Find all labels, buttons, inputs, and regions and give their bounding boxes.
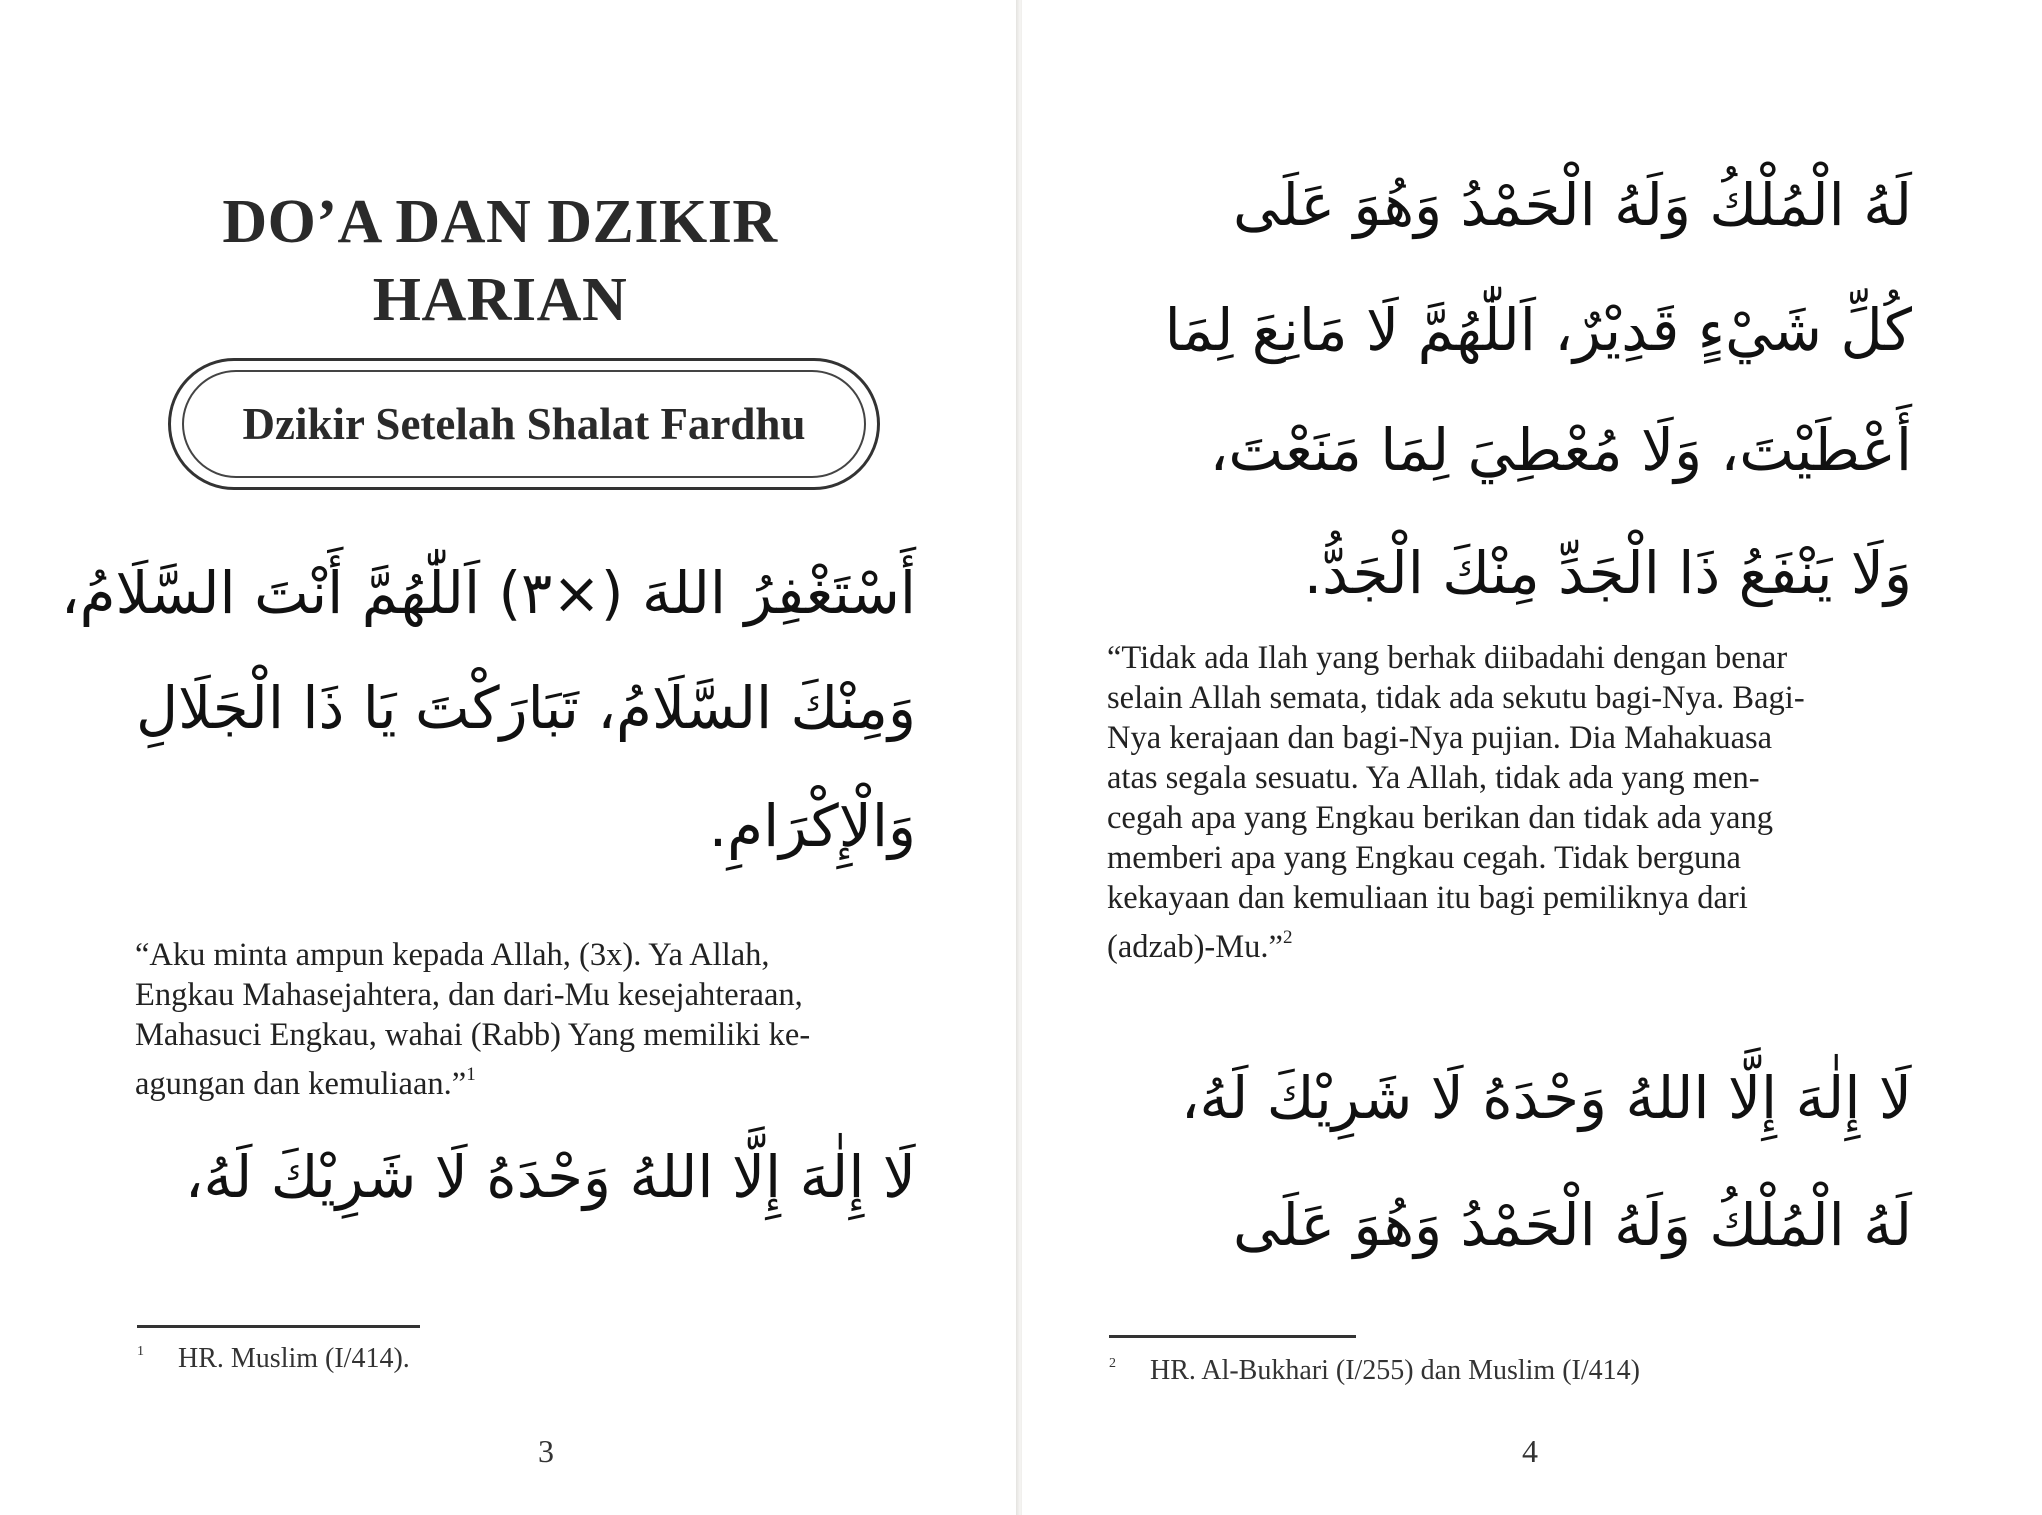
translation-line: cegah apa yang Engkau berikan dan tidak ada yang	[1107, 800, 1773, 836]
translation-line: agungan dan kemuliaan.”	[135, 1066, 467, 1102]
footnote	[137, 1343, 410, 1375]
page-number: 4	[1522, 1433, 1538, 1469]
translation-paragraph	[135, 935, 916, 1104]
arabic-line-1: لَهُ الْمُلْكُ وَلَهُ الْحَمْدُ وَهُوَ عَلَى	[1232, 171, 1912, 239]
left-page	[0, 0, 1018, 1515]
footnote-text: HR. Al-Bukhari (I/255) dan Muslim (I/414)	[1150, 1355, 1640, 1386]
translation-line: atas segala sesuatu. Ya Allah, tidak ada yang men-	[1107, 760, 1760, 796]
chapter-title-line-1: DO’A DAN DZIKIR	[222, 188, 778, 256]
translation-line: memberi apa yang Engkau cegah. Tidak berguna	[1107, 840, 1741, 876]
right-page	[1022, 0, 2042, 1515]
section-heading-inner-frame	[182, 370, 866, 478]
arabic-line-4: وَلَا يَنْفَعُ ذَا الْجَدِّ مِنْكَ الْجَدُّ.	[1303, 539, 1912, 607]
arabic-line-2: كُلِّ شَيْءٍ قَدِيْرٌ، اَللّٰهُمَّ لَا مَانِعَ لِمَا	[1164, 296, 1912, 364]
footnote-divider	[137, 1325, 420, 1328]
footnote	[1109, 1355, 1640, 1387]
translation-line: Nya kerajaan dan bagi-Nya pujian. Dia Mahakuasa	[1107, 720, 1773, 756]
footnote-reference: 2	[1282, 927, 1293, 948]
translation-line: (adzab)-Mu.”	[1107, 929, 1283, 965]
chapter-title-line-2: HARIAN	[372, 266, 628, 334]
arabic-line-6: لَهُ الْمُلْكُ وَلَهُ الْحَمْدُ وَهُوَ عَلَى	[1232, 1191, 1912, 1259]
arabic-line-1: أَسْتَغْفِرُ اللهَ (×٣) اَللّٰهُمَّ أَنْتَ السَّلَامُ،	[60, 559, 916, 627]
translation-line: “Aku minta ampun kepada Allah, (3x). Ya Allah,	[135, 937, 770, 973]
arabic-line-4: لَا إِلٰهَ إِلَّا اللهُ وَحْدَهُ لَا شَرِيْكَ لَهُ،	[184, 1143, 916, 1211]
chapter-title	[150, 183, 850, 339]
translation-line-last	[135, 1055, 916, 1104]
footnote-divider	[1109, 1335, 1356, 1338]
translation-line: Mahasuci Engkau, wahai (Rabb) Yang memiliki ke-	[135, 1017, 811, 1053]
translation-line: selain Allah semata, tidak ada sekutu bagi-Nya. Bagi-	[1107, 680, 1805, 716]
footnote-reference: 1	[466, 1064, 476, 1085]
arabic-line-2: وَمِنْكَ السَّلَامُ، تَبَارَكْتَ يَا ذَا الْجَلَالِ	[135, 674, 916, 742]
footnote-marker: 1	[137, 1344, 144, 1359]
translation-line: Engkau Mahasejahtera, dan dari-Mu kesejahteraan,	[135, 977, 803, 1013]
footnote-text: HR. Muslim (I/414).	[178, 1343, 410, 1374]
translation-paragraph	[1107, 638, 1887, 967]
translation-line: kekayaan dan kemuliaan itu bagi pemiliknya dari	[1107, 880, 1748, 916]
footnote-marker: 2	[1109, 1356, 1116, 1371]
translation-line-last	[1107, 918, 1887, 967]
arabic-line-5: لَا إِلٰهَ إِلَّا اللهُ وَحْدَهُ لَا شَرِيْكَ لَهُ،	[1180, 1064, 1912, 1132]
page-number: 3	[538, 1433, 554, 1469]
arabic-line-3: أَعْطَيْتَ، وَلَا مُعْطِيَ لِمَا مَنَعْتَ،	[1209, 416, 1912, 484]
section-heading: Dzikir Setelah Shalat Fardhu	[242, 399, 806, 449]
arabic-line-3: وَالْإِكْرَامِ.	[708, 792, 916, 860]
section-heading-box	[168, 358, 880, 490]
translation-line: “Tidak ada Ilah yang berhak diibadahi dengan benar	[1107, 640, 1788, 676]
